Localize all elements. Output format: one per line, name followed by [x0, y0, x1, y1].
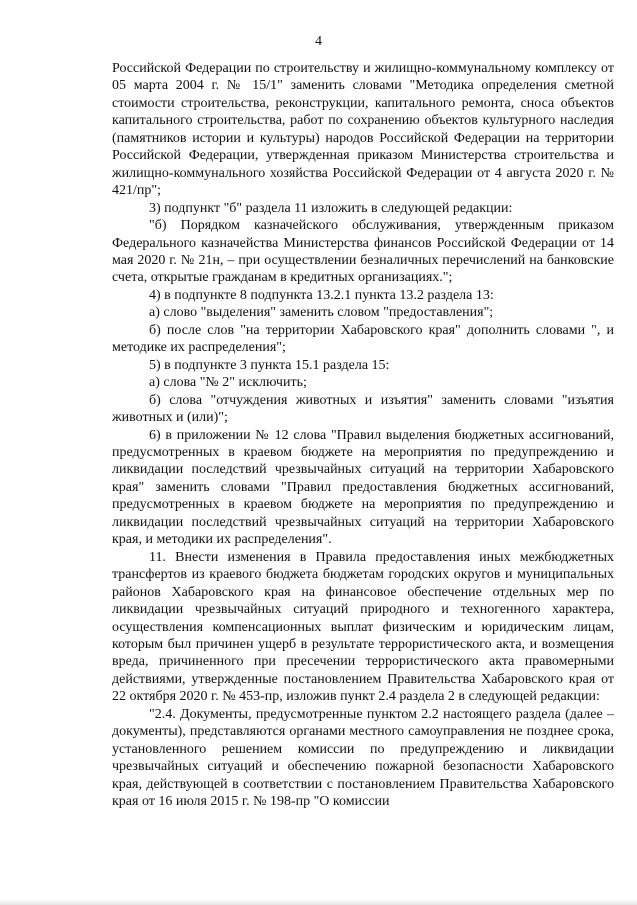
- paragraph-item-6: 6) в приложении № 12 слова "Правил выделения бюджетных ассигнований, предусмотренных в краевом бюджете на мероприятия по предупреждению и ликвидации последствий чрезвычайных ситуаций на территории Хабаровского края" заменить словами "Правил предоставления бюджетных ассигнований, предусмотренных в краевом бюджете на мероприятия по предупреждению и ликвидации последствий чрезвычайных ситуаций на территории Хабаровского края, и методики их распределения".: [112, 427, 614, 548]
- paragraph-item-4a: а) слово "выделения" заменить словом "предоставления";: [149, 305, 494, 321]
- paragraph-item-4: 4) в подпункте 8 подпункта 13.2.1 пункта 13.2 раздела 13:: [149, 287, 494, 303]
- paragraph-point-2-4: "2.4. Документы, предусмотренные пунктом 2.2 настоящего раздела (далее – документы), представляются органами местного самоуправления не позднее срока, установленного решением комиссии по предупреждению и ликвидации чрезвычайных ситуаций и обеспечению пожарной безопасности Хабаровского края, действующей в соответствии с постановлением Правительства Хабаровского края от 16 июля 2015 г. № 198-пр "О комиссии: [112, 706, 614, 810]
- page-bottom-edge: [0, 899, 637, 905]
- paragraph-section-11: 11. Внести изменения в Правила предоставления иных межбюджетных трансфертов из краевого бюджета бюджетам городских округов и муниципальных районов Хабаровского края на финансовое обеспечение отдельных мер по ликвидации чрезвычайных ситуаций природного и техногенного характера, осуществления компенсационных выплат физическим и юридическим лицам, которым был причинен ущерб в результате террористического акта, и возмещения вреда, причиненного при пресечении террористического акта правомерными действиями, утвержденные постановлением Правительства Хабаровского края от 22 октября 2020 г. № 453-пр, изложив пункт 2.4 раздела 2 в следующей редакции:: [112, 549, 614, 705]
- paragraph-item-4b: б) после слов "на территории Хабаровского края" дополнить словами ", и методике их распределения";: [112, 322, 614, 356]
- paragraph-item-3: 3) подпункт "б" раздела 11 изложить в следующей редакции:: [149, 200, 513, 216]
- paragraph-item-5a: а) слова "№ 2" исключить;: [149, 375, 307, 391]
- paragraph-item-5b: б) слова "отчуждения животных и изъятия" заменить словами "изъятия животных и (или)";: [112, 392, 614, 426]
- paragraph-item-5: 5) в подпункте 3 пункта 15.1 раздела 15:: [149, 357, 390, 373]
- page-number: 4: [315, 34, 322, 49]
- document-body: [112, 60, 614, 810]
- paragraph-item-3-text: "б) Порядком казначейского обслуживания, утвержденным приказом Федерального казначейства Министерства финансов Российской Федерации от 14 мая 2020 г. № 21н, – при осуществлении безналичных перечислений на банковские счета, открытые гражданам в кредитных организациях.";: [112, 218, 614, 286]
- paragraph-continuation: Российской Федерации по строительству и жилищно-коммунальному комплексу от 05 марта 2004 г. № 15/1" заменить словами "Методика определения сметной стоимости строительства, реконструкции, капитального ремонта, сноса объектов капитального строительства, работ по сохранению объектов культурного наследия (памятников истории и культуры) народов Российской Федерации на территории Российской Федерации, утвержденная приказом Министерства строительства и жилищно-коммунального хозяйства Российской Федерации от 4 августа 2020 г. № 421/пр";: [112, 61, 614, 199]
